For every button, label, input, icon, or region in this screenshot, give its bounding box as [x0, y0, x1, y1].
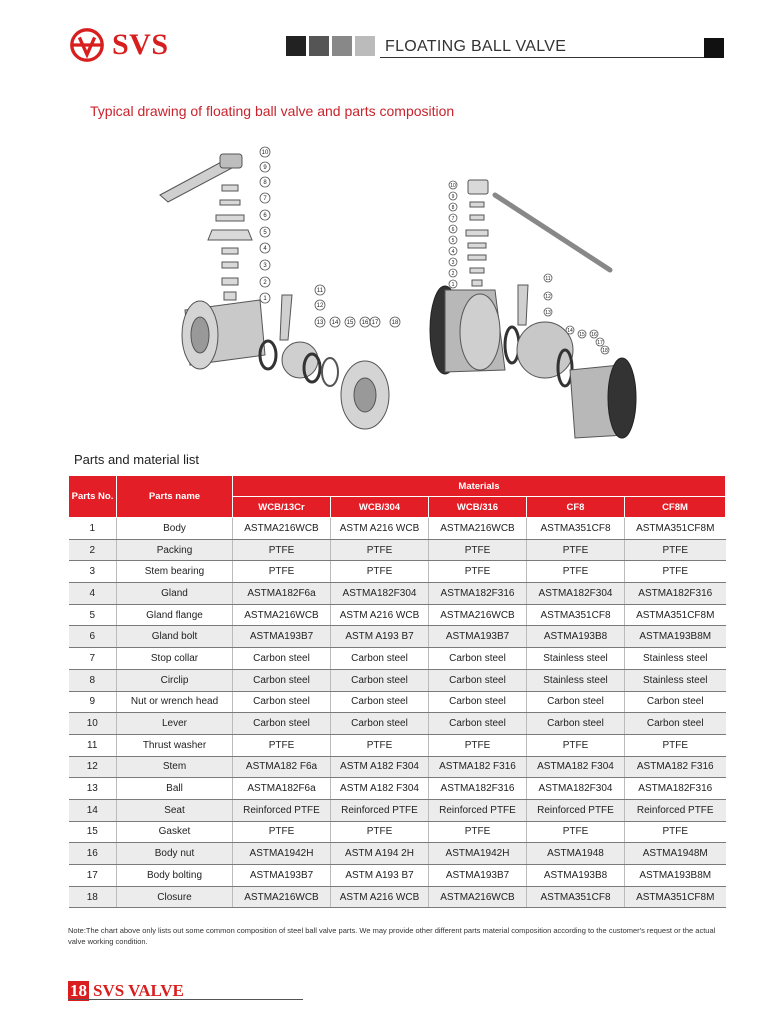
- material-cell: Carbon steel: [625, 713, 726, 735]
- svg-text:6: 6: [263, 213, 267, 219]
- svg-text:12: 12: [316, 303, 324, 309]
- material-cell: Carbon steel: [429, 691, 527, 713]
- page-subtitle: Typical drawing of floating ball valve and parts composition: [90, 103, 455, 119]
- svg-text:17: 17: [597, 340, 603, 346]
- svg-text:18: 18: [602, 348, 608, 354]
- material-cell: ASTM A216 WCB: [331, 604, 429, 626]
- table-row: [69, 626, 726, 648]
- material-cell: Reinforced PTFE: [625, 799, 726, 821]
- svg-text:6: 6: [451, 227, 455, 233]
- table-row: [69, 843, 726, 865]
- parts-list-title: Parts and material list: [74, 452, 199, 467]
- material-cell: ASTMA351CF8: [527, 604, 625, 626]
- table-row: [69, 821, 726, 843]
- material-cell: ASTMA216WCB: [233, 886, 331, 908]
- material-cell: ASTMA182 F316: [429, 756, 527, 778]
- material-cell: PTFE: [625, 539, 726, 561]
- header-title: FLOATING BALL VALVE: [385, 38, 567, 55]
- svg-text:2: 2: [451, 271, 455, 277]
- table-row: [69, 799, 726, 821]
- svg-text:4: 4: [263, 246, 267, 252]
- material-cell: PTFE: [233, 539, 331, 561]
- material-cell: ASTM A194 2H: [331, 843, 429, 865]
- header-material-col: WCB/13Cr: [233, 497, 331, 518]
- header-material-col: CF8M: [625, 497, 726, 518]
- parts-material-table: [68, 475, 726, 908]
- part-name-cell: Nut or wrench head: [117, 691, 233, 713]
- part-name-cell: Seat: [117, 799, 233, 821]
- material-cell: ASTM A193 B7: [331, 865, 429, 887]
- brand-name: SVS: [112, 28, 169, 61]
- material-cell: Carbon steel: [429, 713, 527, 735]
- material-cell: ASTMA216WCB: [429, 886, 527, 908]
- part-number-cell: 1: [69, 518, 117, 540]
- part-number-cell: 9: [69, 691, 117, 713]
- material-cell: ASTMA182F316: [429, 583, 527, 605]
- header-materials: Materials: [233, 476, 726, 497]
- material-cell: Reinforced PTFE: [527, 799, 625, 821]
- part-number-cell: 5: [69, 604, 117, 626]
- material-cell: Carbon steel: [331, 648, 429, 670]
- part-name-cell: Gland: [117, 583, 233, 605]
- material-cell: ASTMA351CF8M: [625, 604, 726, 626]
- material-cell: ASTMA182F6a: [233, 583, 331, 605]
- svg-text:14: 14: [331, 320, 339, 326]
- material-cell: ASTM A193 B7: [331, 626, 429, 648]
- material-cell: Carbon steel: [625, 691, 726, 713]
- material-cell: Carbon steel: [233, 713, 331, 735]
- material-cell: ASTMA351CF8: [527, 518, 625, 540]
- material-cell: ASTMA182 F6a: [233, 756, 331, 778]
- svg-text:15: 15: [579, 332, 585, 338]
- material-cell: Carbon steel: [233, 691, 331, 713]
- svg-text:10: 10: [261, 150, 269, 156]
- material-cell: ASTMA193B7: [233, 626, 331, 648]
- material-cell: PTFE: [625, 821, 726, 843]
- material-cell: ASTMA193B8: [527, 865, 625, 887]
- material-cell: PTFE: [331, 821, 429, 843]
- material-cell: ASTM A216 WCB: [331, 518, 429, 540]
- svg-text:7: 7: [451, 216, 455, 222]
- svg-text:17: 17: [371, 320, 379, 326]
- svg-text:12: 12: [545, 294, 551, 300]
- table-note: Note:The chart above only lists out some common composition of steel ball valve parts. We may provide other different parts material composition according to the customer's request or the actual valve working condition.: [68, 926, 716, 946]
- svg-text:16: 16: [361, 320, 369, 326]
- svg-text:13: 13: [316, 320, 324, 326]
- material-cell: Carbon steel: [527, 691, 625, 713]
- material-cell: Reinforced PTFE: [429, 799, 527, 821]
- material-cell: Carbon steel: [429, 648, 527, 670]
- svg-text:5: 5: [263, 230, 267, 236]
- part-number-cell: 15: [69, 821, 117, 843]
- footer-brand: SVS VALVE: [93, 981, 184, 1000]
- material-cell: PTFE: [429, 734, 527, 756]
- part-name-cell: Circlip: [117, 669, 233, 691]
- material-cell: PTFE: [331, 539, 429, 561]
- left-valve-drawing: [160, 147, 400, 429]
- part-number-cell: 8: [69, 669, 117, 691]
- material-cell: Stainless steel: [527, 669, 625, 691]
- part-number-cell: 4: [69, 583, 117, 605]
- header-material-col: WCB/304: [331, 497, 429, 518]
- part-name-cell: Body: [117, 518, 233, 540]
- table-row: [69, 518, 726, 540]
- svg-text:9: 9: [263, 165, 267, 171]
- svg-text:5: 5: [451, 238, 455, 244]
- part-name-cell: Stop collar: [117, 648, 233, 670]
- svg-text:1: 1: [263, 296, 267, 302]
- part-number-cell: 3: [69, 561, 117, 583]
- part-number-cell: 7: [69, 648, 117, 670]
- material-cell: PTFE: [625, 561, 726, 583]
- material-cell: ASTMA193B8: [527, 626, 625, 648]
- material-cell: ASTMA193B8M: [625, 626, 726, 648]
- part-number-cell: 17: [69, 865, 117, 887]
- material-cell: ASTM A182 F304: [331, 756, 429, 778]
- table-row: [69, 604, 726, 626]
- valve-drawings: [150, 140, 650, 440]
- table-row: [69, 756, 726, 778]
- table-row: [69, 648, 726, 670]
- part-name-cell: Closure: [117, 886, 233, 908]
- material-cell: PTFE: [331, 561, 429, 583]
- svg-text:13: 13: [545, 310, 551, 316]
- material-cell: ASTMA1948M: [625, 843, 726, 865]
- svg-text:2: 2: [263, 280, 267, 286]
- material-cell: ASTMA182F304: [527, 778, 625, 800]
- material-cell: ASTMA193B8M: [625, 865, 726, 887]
- material-cell: ASTMA182F304: [527, 583, 625, 605]
- material-cell: PTFE: [625, 734, 726, 756]
- material-cell: ASTMA182F316: [429, 778, 527, 800]
- footer-divider: [68, 999, 303, 1000]
- svg-text:8: 8: [451, 205, 455, 211]
- material-cell: ASTMA182F316: [625, 778, 726, 800]
- page-number: 18: [70, 981, 87, 1000]
- material-cell: Carbon steel: [429, 669, 527, 691]
- material-cell: ASTMA182F316: [625, 583, 726, 605]
- material-cell: ASTMA193B7: [429, 626, 527, 648]
- material-cell: ASTMA216WCB: [429, 604, 527, 626]
- material-cell: PTFE: [527, 734, 625, 756]
- material-cell: ASTMA1948: [527, 843, 625, 865]
- table-row: [69, 886, 726, 908]
- part-name-cell: Gland bolt: [117, 626, 233, 648]
- part-number-cell: 10: [69, 713, 117, 735]
- material-cell: Carbon steel: [331, 669, 429, 691]
- brand-logo: [68, 26, 169, 64]
- svg-text:1: 1: [451, 282, 455, 288]
- table-row: [69, 865, 726, 887]
- material-cell: ASTM A216 WCB: [331, 886, 429, 908]
- material-cell: ASTMA193B7: [429, 865, 527, 887]
- part-number-cell: 11: [69, 734, 117, 756]
- svg-text:10: 10: [450, 183, 456, 189]
- header-parts-name: Parts name: [117, 476, 233, 518]
- part-number-cell: 2: [69, 539, 117, 561]
- part-number-cell: 6: [69, 626, 117, 648]
- material-cell: PTFE: [331, 734, 429, 756]
- material-cell: ASTMA351CF8M: [625, 886, 726, 908]
- part-name-cell: Body nut: [117, 843, 233, 865]
- material-cell: ASTMA182 F316: [625, 756, 726, 778]
- material-cell: ASTMA216WCB: [233, 604, 331, 626]
- material-cell: Carbon steel: [233, 648, 331, 670]
- material-cell: ASTMA351CF8: [527, 886, 625, 908]
- table-row: [69, 734, 726, 756]
- material-cell: PTFE: [233, 821, 331, 843]
- table-row: [69, 583, 726, 605]
- material-cell: PTFE: [527, 821, 625, 843]
- material-cell: Reinforced PTFE: [331, 799, 429, 821]
- material-cell: PTFE: [233, 561, 331, 583]
- material-cell: Carbon steel: [331, 691, 429, 713]
- part-name-cell: Stem: [117, 756, 233, 778]
- material-cell: Stainless steel: [527, 648, 625, 670]
- svg-text:3: 3: [451, 260, 455, 266]
- material-cell: Stainless steel: [625, 648, 726, 670]
- part-name-cell: Gland flange: [117, 604, 233, 626]
- part-number-cell: 14: [69, 799, 117, 821]
- material-cell: ASTMA216WCB: [233, 518, 331, 540]
- part-name-cell: Stem bearing: [117, 561, 233, 583]
- svg-text:18: 18: [391, 320, 399, 326]
- part-name-cell: Ball: [117, 778, 233, 800]
- svg-text:15: 15: [346, 320, 354, 326]
- svg-text:7: 7: [263, 196, 267, 202]
- svg-text:16: 16: [591, 332, 597, 338]
- table-row: [69, 691, 726, 713]
- table-row: [69, 669, 726, 691]
- material-cell: ASTMA193B7: [233, 865, 331, 887]
- page-header: [0, 0, 768, 80]
- material-cell: Carbon steel: [331, 713, 429, 735]
- part-number-cell: 18: [69, 886, 117, 908]
- svg-text:4: 4: [451, 249, 455, 255]
- header-parts-no: Parts No.: [69, 476, 117, 518]
- material-cell: PTFE: [233, 734, 331, 756]
- material-cell: ASTMA182F304: [331, 583, 429, 605]
- material-cell: ASTM A182 F304: [331, 778, 429, 800]
- header-divider: [380, 57, 705, 58]
- svg-text:11: 11: [545, 276, 551, 282]
- material-cell: ASTMA351CF8M: [625, 518, 726, 540]
- part-number-cell: 16: [69, 843, 117, 865]
- material-cell: ASTMA182 F304: [527, 756, 625, 778]
- table-row: [69, 561, 726, 583]
- part-name-cell: Lever: [117, 713, 233, 735]
- material-cell: ASTMA1942H: [233, 843, 331, 865]
- table-row: [69, 778, 726, 800]
- material-cell: PTFE: [429, 539, 527, 561]
- svg-text:14: 14: [567, 328, 573, 334]
- part-number-cell: 13: [69, 778, 117, 800]
- material-cell: PTFE: [429, 561, 527, 583]
- table-row: [69, 713, 726, 735]
- header-end-block: [704, 38, 724, 58]
- material-cell: Reinforced PTFE: [233, 799, 331, 821]
- part-name-cell: Packing: [117, 539, 233, 561]
- material-cell: ASTMA182F6a: [233, 778, 331, 800]
- material-cell: Carbon steel: [527, 713, 625, 735]
- part-name-cell: Thrust washer: [117, 734, 233, 756]
- material-cell: Carbon steel: [233, 669, 331, 691]
- svs-logo-icon: [68, 26, 106, 64]
- material-cell: Stainless steel: [625, 669, 726, 691]
- svg-text:8: 8: [263, 180, 267, 186]
- material-cell: ASTMA216WCB: [429, 518, 527, 540]
- part-name-cell: Gasket: [117, 821, 233, 843]
- part-number-cell: 12: [69, 756, 117, 778]
- material-cell: PTFE: [527, 539, 625, 561]
- part-name-cell: Body bolting: [117, 865, 233, 887]
- material-cell: PTFE: [429, 821, 527, 843]
- header-material-col: WCB/316: [429, 497, 527, 518]
- table-row: [69, 539, 726, 561]
- header-material-col: CF8: [527, 497, 625, 518]
- svg-text:9: 9: [451, 194, 455, 200]
- material-cell: PTFE: [527, 561, 625, 583]
- material-cell: ASTMA1942H: [429, 843, 527, 865]
- svg-text:3: 3: [263, 263, 267, 269]
- right-valve-drawing: [430, 180, 636, 438]
- header-blocks: [286, 36, 378, 56]
- svg-text:11: 11: [316, 288, 324, 294]
